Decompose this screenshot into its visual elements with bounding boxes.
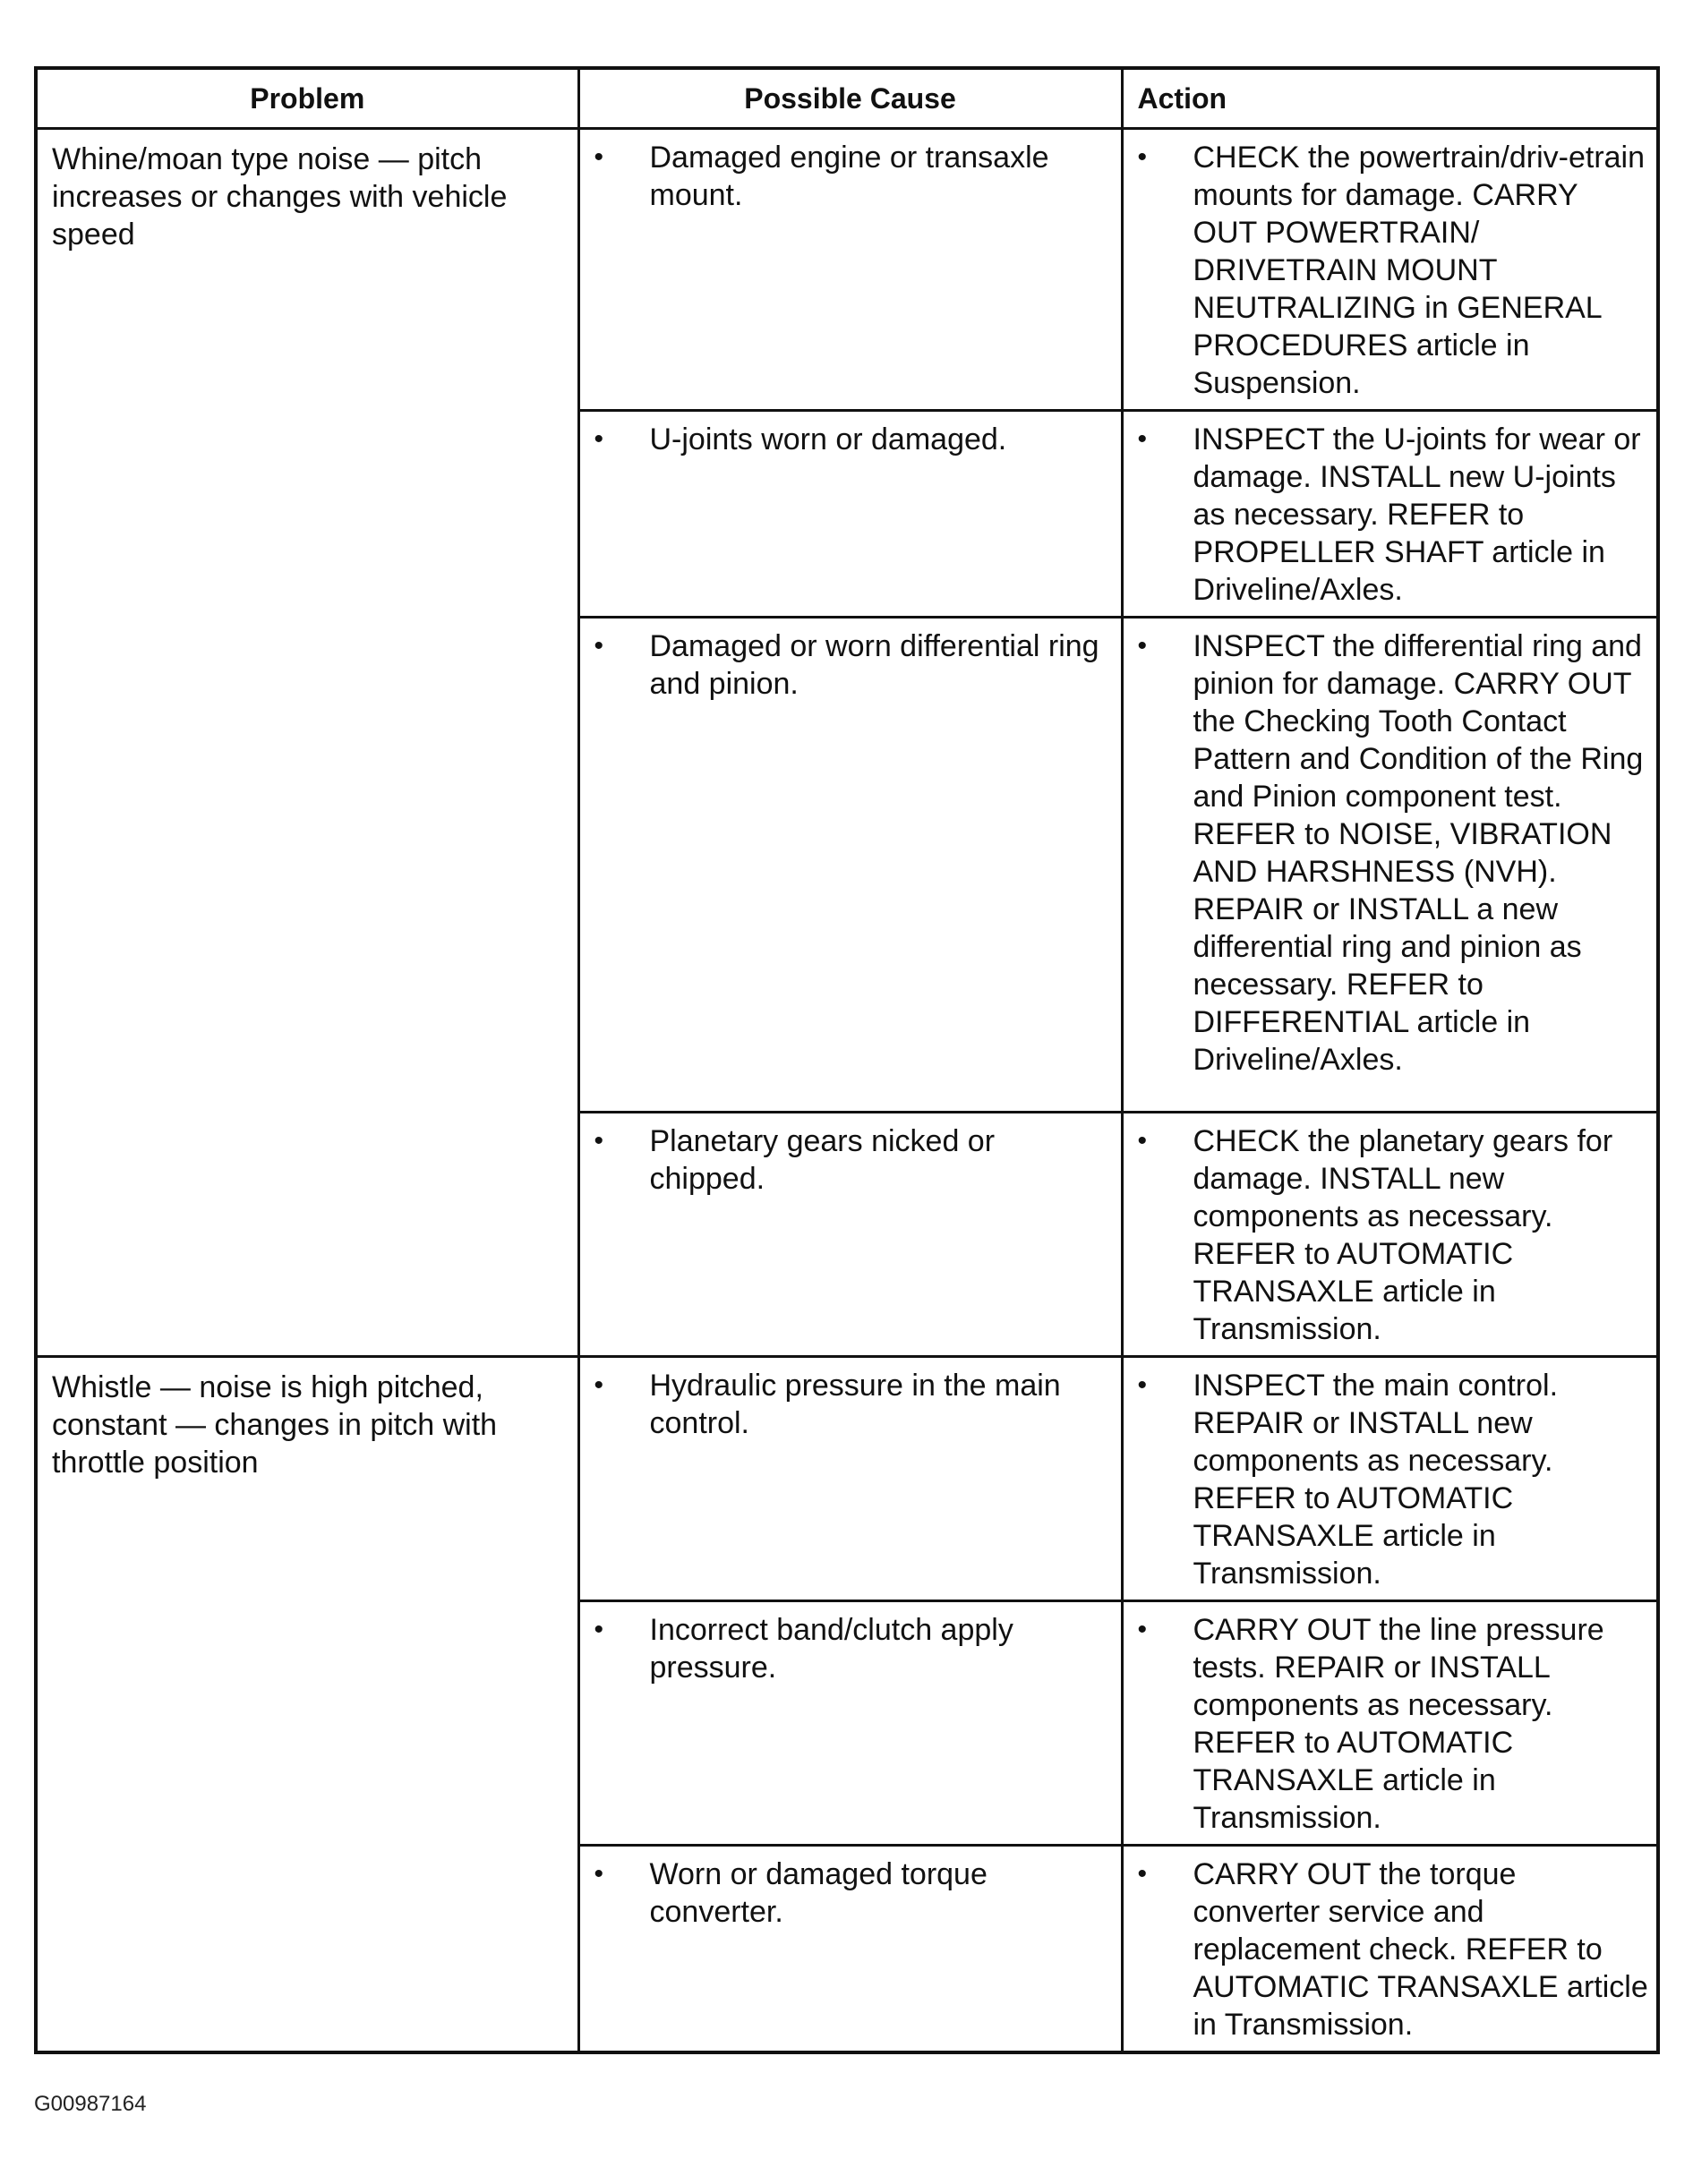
- bullet-icon: •: [594, 1859, 604, 1889]
- header-possible-cause: Possible Cause: [578, 68, 1122, 129]
- cause-cell: [578, 1846, 1122, 2053]
- bullet-icon: •: [1137, 1615, 1148, 1644]
- cause-text: Damaged or worn differential ring and pinion.: [649, 629, 1099, 701]
- cause-cell: [578, 618, 1122, 1113]
- figure-code: G00987164: [34, 2092, 147, 2116]
- bullet-icon: •: [1137, 142, 1148, 172]
- header-problem: Problem: [36, 68, 578, 129]
- bullet-icon: •: [594, 142, 604, 172]
- bullet-icon: •: [1137, 1859, 1148, 1889]
- cause-cell: [578, 1601, 1122, 1846]
- problem-cell: Whine/moan type noise — pitch increases or changes with vehicle speed: [36, 129, 578, 1357]
- bullet-icon: •: [1137, 1126, 1148, 1156]
- action-cell: [1122, 1601, 1658, 1846]
- bullet-icon: •: [594, 424, 604, 454]
- bullet-icon: •: [594, 631, 604, 661]
- action-cell: [1122, 1113, 1658, 1357]
- bullet-icon: •: [1137, 1370, 1148, 1400]
- table-row: [36, 129, 1658, 411]
- cause-text: Hydraulic pressure in the main control.: [649, 1369, 1061, 1440]
- cause-text: U-joints worn or damaged.: [649, 422, 1007, 456]
- problem-cell: Whistle — noise is high pitched, constant — changes in pitch with throttle position: [36, 1357, 578, 2053]
- bullet-icon: •: [1137, 631, 1148, 661]
- action-cell: [1122, 1357, 1658, 1601]
- action-text: CHECK the powertrain/driv-etrain mounts for damage. CARRY OUT POWERTRAIN/ DRIVETRAIN MOUNT NEUTRALIZING in GENERAL PROCEDURES article in Suspension.: [1193, 141, 1646, 400]
- bullet-icon: •: [594, 1126, 604, 1156]
- action-cell: [1122, 1846, 1658, 2053]
- action-text: CARRY OUT the line pressure tests. REPAIR or INSTALL components as necessary. REFER to AUTOMATIC TRANSAXLE article in Transmission.: [1193, 1613, 1604, 1835]
- table-row: [36, 1357, 1658, 1601]
- bullet-icon: •: [1137, 424, 1148, 454]
- header-action: Action: [1122, 68, 1658, 129]
- action-cell: [1122, 129, 1658, 411]
- header-row: [36, 68, 1658, 129]
- action-cell: [1122, 618, 1658, 1113]
- cause-cell: [578, 1357, 1122, 1601]
- diagnosis-table: [34, 66, 1660, 2054]
- action-text: CARRY OUT the torque converter service and replacement check. REFER to AUTOMATIC TRANSAXLE article in Transmission.: [1193, 1857, 1648, 2042]
- cause-text: Worn or damaged torque converter.: [649, 1857, 988, 1929]
- cause-cell: [578, 129, 1122, 411]
- cause-cell: [578, 411, 1122, 618]
- action-text: INSPECT the differential ring and pinion for damage. CARRY OUT the Checking Tooth Contact Pattern and Condition of the Ring and Pinion component test. REFER to NOISE, VIBRATION AND HARSHNESS (NVH). REPAIR or INSTALL a new differential ring and pinion as necessary. REFER to DIFFERENTIAL article in Driveline/Axles.: [1193, 629, 1644, 1077]
- cause-text: Planetary gears nicked or chipped.: [649, 1124, 996, 1196]
- bullet-icon: •: [594, 1615, 604, 1644]
- cause-text: Damaged engine or transaxle mount.: [649, 141, 1049, 212]
- action-cell: [1122, 411, 1658, 618]
- bullet-icon: •: [594, 1370, 604, 1400]
- cause-cell: [578, 1113, 1122, 1357]
- action-text: CHECK the planetary gears for damage. INSTALL new components as necessary. REFER to AUTOMATIC TRANSAXLE article in Transmission.: [1193, 1124, 1613, 1346]
- action-text: INSPECT the main control. REPAIR or INSTALL new components as necessary. REFER to AUTOMATIC TRANSAXLE article in Transmission.: [1193, 1369, 1559, 1591]
- action-text: INSPECT the U-joints for wear or damage. INSTALL new U-joints as necessary. REFER to PROPELLER SHAFT article in Driveline/Axles.: [1193, 422, 1641, 607]
- cause-text: Incorrect band/clutch apply pressure.: [649, 1613, 1013, 1685]
